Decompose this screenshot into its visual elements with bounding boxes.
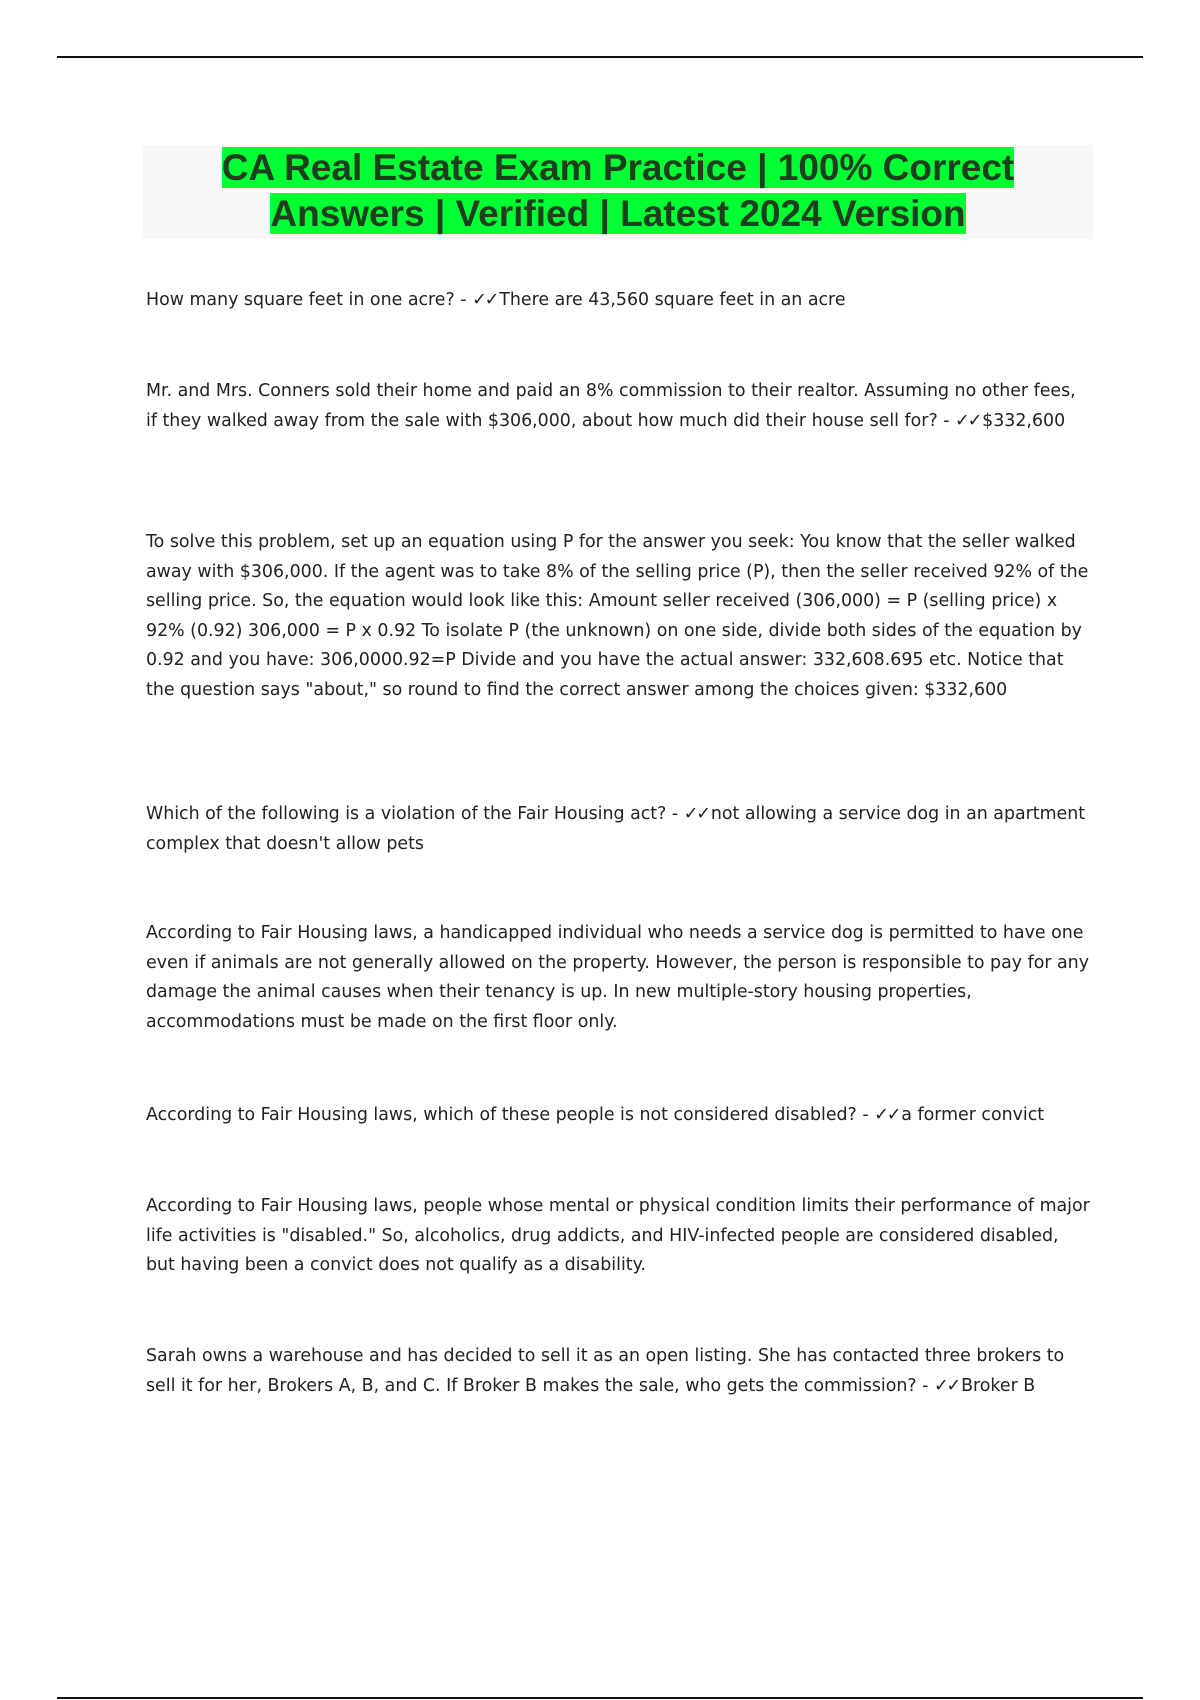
answer-text: Broker B [961,1375,1036,1396]
question-text: Which of the following is a violation of the Fair Housing act? - [146,804,684,824]
title-banner [143,145,1093,239]
explanation-paragraph: According to Fair Housing laws, people whose mental or physical condition limits their performance of major life activities is "disabled." So, alcoholics, drug addicts, and HIV-infected people are considered disabled, but having been a convict does not qualify as a disability. [146,1196,1090,1275]
double-check-icon: ✓✓ [933,1375,960,1396]
qa-item-2 [146,377,1092,436]
answer-text: There are 43,560 square feet in an acre [499,290,846,310]
double-check-icon: ✓✓ [472,290,498,310]
qa-item-5 [146,1342,1092,1401]
answer-text: $332,600 [982,410,1066,431]
explanation-paragraph: According to Fair Housing laws, a handicapped individual who needs a service dog is permitted to have one even if animals are not generally allowed on the property. However, the person is responsible to pay for any damage the animal causes when their tenancy is up. In new multiple-story housing properties, accommodations must be made on the first floor only. [146,923,1089,1032]
answer-text: a former convict [901,1105,1045,1125]
question-text: Sarah owns a warehouse and has decided to sell it as an open listing. She has contacted three brokers to sell it for her, Brokers A, B, and C. If Broker B makes the sale, who gets the commission? - [146,1346,1065,1396]
double-check-icon: ✓✓ [874,1105,900,1125]
explanation-paragraph: To solve this problem, set up an equation using P for the answer you seek: You know that the seller walked away with $306,000. If the agent was to take 8% of the selling price (P), then the seller received 92% of the selling price. So, the equation would look like this: Amount seller received (306,000) = P (selling price) x 92% (0.92) 306,000 = P x 0.92 To isolate P (the unknown) on one side, divide both sides of the equation by 0.92 and you have: 306,0000.92=P Divide and you have the actual answer: 332,608.695 etc. Notice that the question says "about," so round to find the correct answer among the choices given: $332,600 [146,532,1089,700]
question-text: How many square feet in one acre? - [146,290,473,310]
qa-item-4 [146,1101,1092,1131]
double-check-icon: ✓✓ [683,804,709,824]
double-check-icon: ✓✓ [955,410,981,431]
bottom-rule [57,1697,1143,1699]
question-text: Mr. and Mrs. Conners sold their home and paid an 8% commission to their realtor. Assuming no other fees, if they walked away from the sale with $306,000, about how much did their house sell for? - [146,381,1076,431]
page-title: CA Real Estate Exam Practice | 100% Correct Answers | Verified | Latest 2024 Version [221,147,1015,234]
qa-item-3 [146,800,1092,859]
question-text: According to Fair Housing laws, which of these people is not considered disabled? - [146,1105,875,1125]
top-rule [57,56,1143,58]
qa-item-1 [146,286,1092,316]
answer-text: not allowing a service dog in an apartment complex that doesn't allow pets [146,804,1086,854]
